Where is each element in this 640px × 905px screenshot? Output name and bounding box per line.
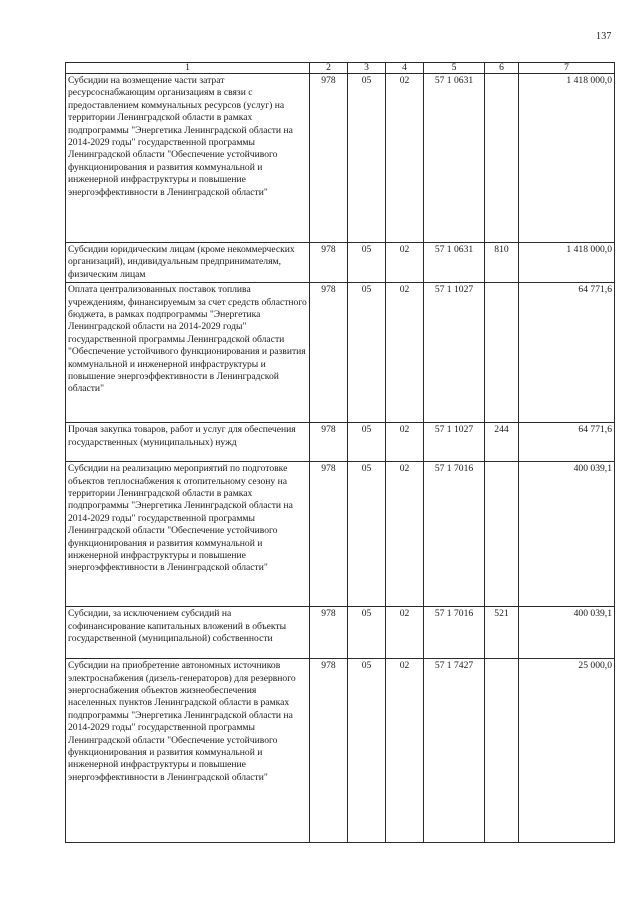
row-description: Субсидии юридическим лицам (кроме некоммерческих организаций), индивидуальным предпринимателям, физическим лицам <box>66 243 310 283</box>
row-amount: 64 771,6 <box>519 283 615 423</box>
row-target-code: 57 1 1027 <box>424 283 485 423</box>
row-description: Субсидии на приобретение автономных источников электроснабжения (дизель-генераторов) для резервного энергоснабжения объектов жизнеобеспечения населенных пунктов Ленинградской области в рамках подпрограммы "Энергетика Ленинградской области на 2014-2029 годы" государственной программы Ленинградской области "Обеспечение устойчивого функционирования и развития коммунальной и инженерной инфраструктуры и повышение энергоэффективности в Ленинградской области" <box>66 659 310 843</box>
row-expense-type: 521 <box>485 607 519 659</box>
row-description: Субсидии на возмещение части затрат ресурсоснабжающим организациям в связи с предоставлением коммунальных ресурсов (услуг) на территории Ленинградской области в рамках подпрограммы "Энергетика Ленинградской области на 2014-2029 годы" государственной программы Ленинградской области "Обеспечение устойчивого функционирования и развития коммунальной и инженерной инфраструктуры и повышение энергоэффективности в Ленинградской области" <box>66 74 310 243</box>
row-section-code: 05 <box>348 607 386 659</box>
row-section-code: 05 <box>348 462 386 607</box>
row-section-code: 05 <box>348 659 386 843</box>
row-ministry-code: 978 <box>310 283 348 423</box>
row-description: Субсидии, за исключением субсидий на софинансирование капитальных вложений в объекты государственной (муниципальной) собственности <box>66 607 310 659</box>
row-subsection-code: 02 <box>386 243 424 283</box>
row-subsection-code: 02 <box>386 74 424 243</box>
row-amount: 25 000,0 <box>519 659 615 843</box>
budget-table <box>65 62 615 843</box>
column-header: 6 <box>485 63 519 74</box>
row-subsection-code: 02 <box>386 283 424 423</box>
row-description: Прочая закупка товаров, работ и услуг для обеспечения государственных (муниципальных) нужд <box>66 423 310 462</box>
column-header: 1 <box>66 63 310 74</box>
table-row <box>66 462 615 607</box>
row-amount: 1 418 000,0 <box>519 243 615 283</box>
row-ministry-code: 978 <box>310 423 348 462</box>
table-row <box>66 659 615 843</box>
table-row <box>66 423 615 462</box>
row-ministry-code: 978 <box>310 74 348 243</box>
table-header-row <box>66 63 615 74</box>
row-expense-type: 244 <box>485 423 519 462</box>
row-expense-type <box>485 659 519 843</box>
row-section-code: 05 <box>348 74 386 243</box>
row-ministry-code: 978 <box>310 607 348 659</box>
row-target-code: 57 1 7016 <box>424 607 485 659</box>
row-target-code: 57 1 0631 <box>424 74 485 243</box>
page-number: 137 <box>596 31 612 42</box>
table-row <box>66 74 615 243</box>
row-amount: 400 039,1 <box>519 607 615 659</box>
row-section-code: 05 <box>348 423 386 462</box>
column-header: 4 <box>386 63 424 74</box>
column-header: 3 <box>348 63 386 74</box>
row-target-code: 57 1 1027 <box>424 423 485 462</box>
column-header: 5 <box>424 63 485 74</box>
row-target-code: 57 1 7016 <box>424 462 485 607</box>
row-amount: 64 771,6 <box>519 423 615 462</box>
row-expense-type <box>485 283 519 423</box>
column-header: 2 <box>310 63 348 74</box>
row-subsection-code: 02 <box>386 607 424 659</box>
table-row <box>66 607 615 659</box>
row-subsection-code: 02 <box>386 659 424 843</box>
row-description: Субсидии на реализацию мероприятий по подготовке объектов теплоснабжения к отопительному сезону на территории Ленинградской области в рамках подпрограммы "Энергетика Ленинградской области на 2014-2029 годы" государственной программы Ленинградской области "Обеспечение устойчивого функционирования и развития коммунальной и инженерной инфраструктуры и повышение энергоэффективности в Ленинградской области" <box>66 462 310 607</box>
row-expense-type: 810 <box>485 243 519 283</box>
row-section-code: 05 <box>348 243 386 283</box>
row-expense-type <box>485 74 519 243</box>
row-target-code: 57 1 0631 <box>424 243 485 283</box>
table-row <box>66 283 615 423</box>
row-target-code: 57 1 7427 <box>424 659 485 843</box>
row-ministry-code: 978 <box>310 659 348 843</box>
row-ministry-code: 978 <box>310 462 348 607</box>
column-header: 7 <box>519 63 615 74</box>
row-amount: 400 039,1 <box>519 462 615 607</box>
row-subsection-code: 02 <box>386 423 424 462</box>
row-section-code: 05 <box>348 283 386 423</box>
row-description: Оплата централизованных поставок топлива учреждениям, финансируемым за счет средств областного бюджета, в рамках подпрограммы "Энергетика Ленинградской области на 2014-2029 годы" государственной программы Ленинградской области "Обеспечение устойчивого функционирования и развития коммунальной и инженерной инфраструктуры и повышение энергоэффективности в Ленинградской области" <box>66 283 310 423</box>
table-row <box>66 243 615 283</box>
row-expense-type <box>485 462 519 607</box>
row-amount: 1 418 000,0 <box>519 74 615 243</box>
row-ministry-code: 978 <box>310 243 348 283</box>
row-subsection-code: 02 <box>386 462 424 607</box>
